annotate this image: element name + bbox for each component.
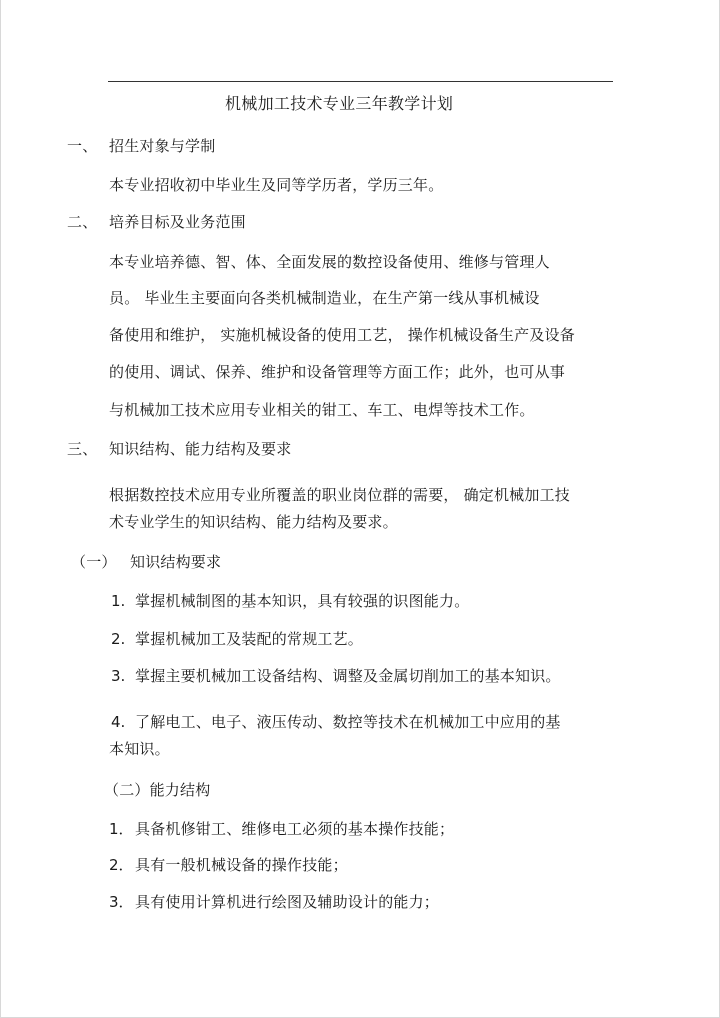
knowledge-item-3-text: 掌握主要机械加工设备结构、调整及金属切削加工的基本知识。 — [135, 667, 561, 685]
section-1-number: 一、 — [67, 137, 98, 155]
header-rule — [108, 81, 613, 82]
section-1-line-1: 本专业招收初中毕业生及同等学历者，学历三年。 — [109, 176, 444, 194]
knowledge-item-2-number: 2. — [111, 630, 126, 648]
knowledge-item-2-text: 掌握机械加工及装配的常规工艺。 — [135, 630, 364, 648]
ability-item-2-number: 2． — [109, 856, 134, 874]
knowledge-item-4-text-continued: 本知识。 — [109, 740, 170, 758]
section-2-line-4: 的使用、调试、保养、维护和设备管理等方面工作；此外，也可从事 — [109, 363, 566, 381]
ability-item-3-number: 3． — [109, 893, 134, 911]
ability-item-1-number: 1． — [109, 820, 134, 838]
document-title: 机械加工技术专业三年教学计划 — [225, 94, 454, 113]
knowledge-item-1-number: 1. — [111, 592, 126, 610]
section-2-line-5: 与机械加工技术应用专业相关的钳工、车工、电焊等技术工作。 — [109, 401, 535, 419]
knowledge-item-3-number: 3. — [111, 667, 126, 685]
section-3-line-1: 根据数控技术应用专业所覆盖的职业岗位群的需要， 确定机械加工技 — [109, 486, 570, 504]
section-2-line-1: 本专业培养德、智、体、全面发展的数控设备使用、维修与管理人 — [109, 253, 550, 271]
ability-item-2-text: 具有一般机械设备的操作技能； — [135, 856, 348, 874]
knowledge-item-4-text: 了解电工、电子、液压传动、数控等技术在机械加工中应用的基 — [135, 713, 561, 731]
knowledge-item-4-number: 4. — [111, 713, 126, 731]
section-3-heading: 知识结构、能力结构及要求 — [109, 440, 292, 458]
ability-heading: （二）能力结构 — [104, 781, 211, 799]
section-2-number: 二、 — [67, 213, 98, 231]
knowledge-heading: 知识结构要求 — [130, 553, 222, 571]
section-1-heading: 招生对象与学制 — [109, 137, 216, 155]
knowledge-item-1-text: 掌握机械制图的基本知识，具有较强的识图能力。 — [135, 592, 470, 610]
section-3-line-2: 术专业学生的知识结构、能力结构及要求。 — [109, 513, 398, 531]
section-3-number: 三、 — [67, 440, 98, 458]
ability-item-3-text: 具有使用计算机进行绘图及辅助设计的能力； — [135, 893, 440, 911]
section-2-line-2: 员。 毕业生主要面向各类机械制造业，在生产第一线从事机械设 — [109, 289, 540, 307]
knowledge-label: （一） — [71, 553, 117, 571]
section-2-heading: 培养目标及业务范围 — [109, 213, 246, 231]
ability-item-1-text: 具备机修钳工、维修电工必须的基本操作技能； — [135, 820, 455, 838]
section-2-line-3: 备使用和维护， 实施机械设备的使用工艺， 操作机械设备生产及设备 — [109, 326, 575, 344]
